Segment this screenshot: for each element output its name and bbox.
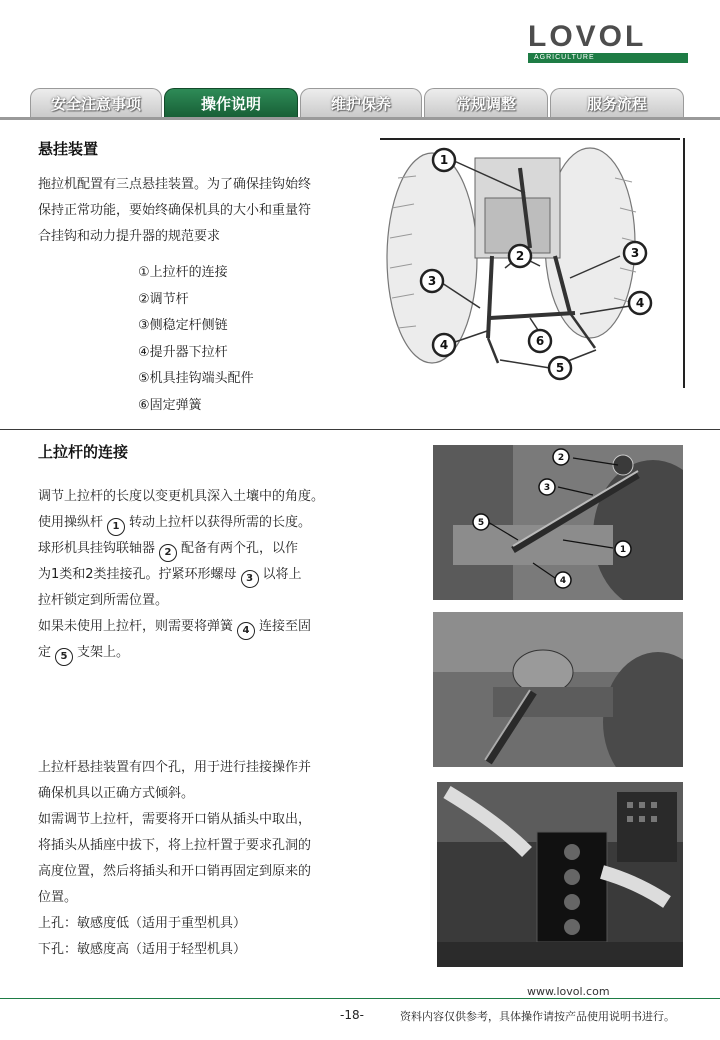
- parts-list-item: ③侧稳定杆侧链: [138, 318, 228, 334]
- body-line: 拉杆锁定到所需位置。: [38, 593, 169, 608]
- callout-label: 3: [630, 246, 640, 260]
- callout-label: 6: [535, 334, 545, 348]
- callout-label: 3: [427, 274, 437, 288]
- parts-list-item: ⑥固定弹簧: [138, 397, 202, 413]
- section1-title: 悬挂装置: [38, 140, 99, 158]
- callout-label: 4: [635, 296, 645, 310]
- body-line: 如需调节上拉杆，需要将开口销从插头中取出，: [38, 812, 312, 827]
- parts-list: [138, 260, 254, 420]
- text-span: 以将上: [262, 567, 302, 582]
- text-span: 转动上拉杆以获得所需的长度。: [129, 515, 312, 530]
- section-divider: [0, 429, 720, 430]
- callout-4-icon: 4: [237, 622, 255, 640]
- parts-list-item: ④提升器下拉杆: [138, 344, 228, 360]
- body-line: [38, 562, 324, 588]
- tab-adjustment[interactable]: 常规调整: [424, 88, 548, 118]
- parts-list-item: ②调节杆: [138, 291, 189, 307]
- section1-intro: [38, 172, 311, 250]
- tab-rule: [0, 117, 720, 120]
- callout-label: 1: [619, 545, 627, 555]
- tab-service[interactable]: 服务流程: [550, 88, 684, 118]
- body-line: [38, 536, 324, 562]
- body-line: 上拉杆悬挂装置有四个孔，用于进行挂接操作并: [38, 760, 312, 775]
- text-span: 支架上。: [77, 645, 130, 660]
- callout-label: 4: [559, 576, 567, 586]
- body-line: 高度位置，然后将插头和开口销再固定到原来的: [38, 864, 312, 879]
- callout-5-icon: 5: [55, 648, 73, 666]
- body-line: 上孔：敏感度低（适用于重型机具）: [38, 916, 247, 931]
- footer-note: 资料内容仅供参考，具体操作请按产品使用说明书进行。: [400, 1010, 675, 1023]
- intro-line: 合挂钩和动力提升器的规范要求: [38, 229, 221, 244]
- callout-label: 5: [555, 361, 565, 375]
- callout-label: 3: [543, 483, 551, 493]
- body-line: [38, 614, 324, 640]
- top-link-photo: [433, 445, 683, 600]
- section-tabs: [0, 84, 720, 120]
- parts-list-item: ⑤机具挂钩端头配件: [138, 371, 254, 387]
- top-link-holes-photo: [437, 782, 683, 967]
- text-span: 为1类和2类挂接孔。拧紧环形螺母: [38, 567, 237, 582]
- callout-label: 2: [557, 453, 565, 463]
- footer-url[interactable]: www.lovol.com: [523, 985, 614, 998]
- text-span: 定: [38, 645, 52, 660]
- tab-safety[interactable]: 安全注意事项: [30, 88, 162, 118]
- body-line: 位置。: [38, 890, 78, 905]
- callout-label: 4: [439, 338, 449, 352]
- intro-line: 保持正常功能，要始终确保机具的大小和重量符: [38, 203, 312, 218]
- brand-logo: [528, 20, 692, 62]
- tab-maintenance[interactable]: 维护保养: [300, 88, 422, 118]
- brand-name: LOVOL: [528, 20, 647, 53]
- hitch-diagram: [380, 138, 685, 388]
- parts-list-item: ①上拉杆的连接: [138, 265, 228, 280]
- body-line: 将插头从插座中拔下，将上拉杆置于要求孔洞的: [38, 838, 312, 853]
- tab-operation[interactable]: 操作说明: [164, 88, 298, 118]
- section2-title: 上拉杆的连接: [38, 443, 129, 461]
- callout-3-icon: 3: [241, 570, 259, 588]
- brand-sub: AGRICULTURE: [534, 54, 595, 61]
- text-span: 使用操纵杆: [38, 515, 104, 530]
- callout-1-icon: 1: [107, 518, 125, 536]
- body-line: 下孔：敏感度高（适用于轻型机具）: [38, 942, 247, 957]
- body-line: 确保机具以正确方式倾斜。: [38, 786, 195, 801]
- section2-holes: [38, 755, 311, 963]
- spring-bracket-photo: [433, 612, 683, 767]
- section2-body: [38, 484, 324, 666]
- text-span: 球形机具挂钩联轴器: [38, 541, 156, 556]
- footer-rule: [0, 998, 720, 999]
- callout-2-icon: 2: [159, 544, 177, 562]
- page-number: -18-: [340, 1008, 364, 1022]
- callout-label: 5: [477, 518, 485, 528]
- intro-line: 拖拉机配置有三点悬挂装置。为了确保挂钩始终: [38, 177, 312, 192]
- text-span: 连接至固: [259, 619, 312, 634]
- body-line: [38, 640, 324, 666]
- text-span: 如果未使用上拉杆，则需要将弹簧: [38, 619, 234, 634]
- body-line: [38, 510, 324, 536]
- text-span: 配备有两个孔，以作: [181, 541, 299, 556]
- body-line: 调节上拉杆的长度以变更机具深入土壤中的角度。: [38, 489, 325, 504]
- callout-label: 2: [515, 249, 525, 263]
- callout-label: 1: [439, 153, 449, 167]
